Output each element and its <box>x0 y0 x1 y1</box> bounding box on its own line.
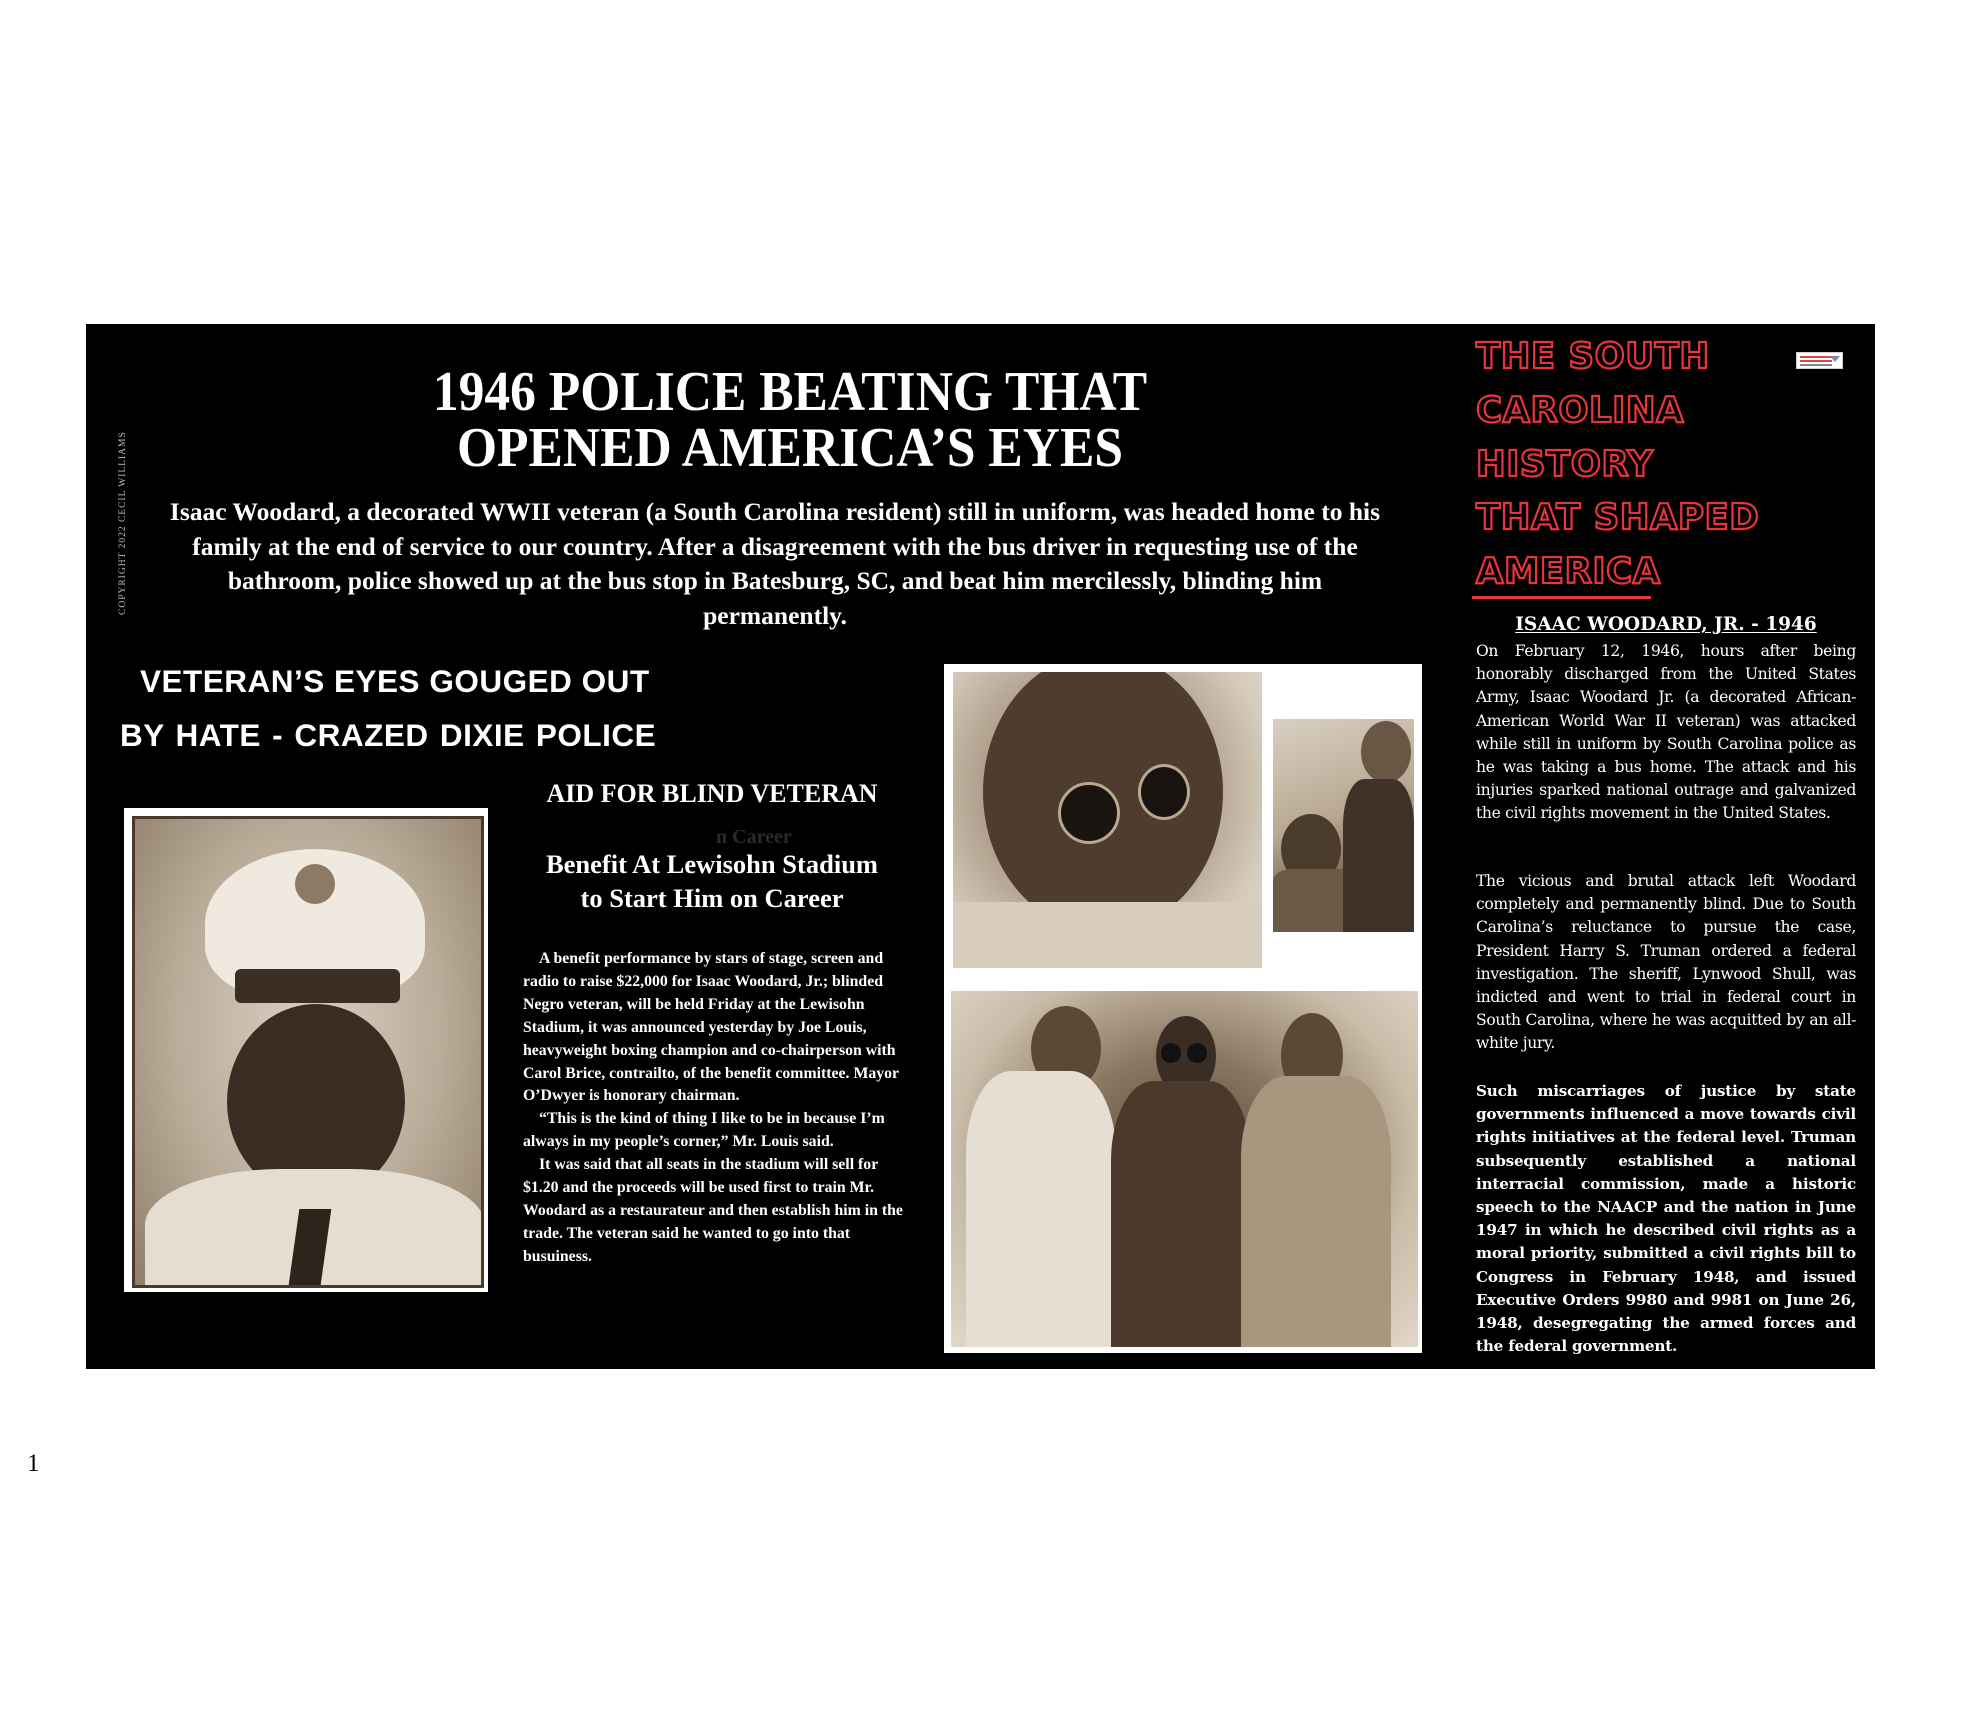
series-title-line: CAROLINA <box>1476 389 1685 431</box>
newspaper-article <box>523 948 903 1269</box>
photo-collage <box>944 664 1422 1353</box>
series-title-line: AMERICA <box>1476 551 1661 593</box>
newspaper-subhead <box>512 847 912 915</box>
collage-photo-closeup <box>953 672 1262 968</box>
collage-photo-seated <box>1273 719 1414 932</box>
series-title-line: THE SOUTH <box>1476 336 1710 377</box>
ghost-text: n Career <box>716 826 792 848</box>
portrait-image <box>132 816 484 1288</box>
newspaper-headline: AID FOR BLIND VETERAN <box>546 779 878 808</box>
series-title-line: THAT SHAPED <box>1476 497 1760 539</box>
series-title <box>1476 330 1759 599</box>
article-paragraph: It was said that all seats in the stadium will sell for $1.20 and the proceeds will be used first to train Mr. Woodard as a restaurateur and then establish him in the trade. The veteran said he wanted to go into that busuiness. <box>523 1156 903 1265</box>
bio-paragraph-3 <box>1476 1080 1856 1358</box>
bio-text: The vicious and brutal attack left Woodard completely and permanently blind. Due to South Carolina’s reluctance to pursue the case, President Harry S. Truman ordered a federal investigation. The sheriff, Lynwood Shull, was indicted and went to trial in federal court in South Carolina, where he was acquitted by an all-white jury. <box>1476 872 1856 1053</box>
bio-title-text: ISAAC WOODARD, JR. - 1946 <box>1515 614 1817 635</box>
collage-photo-three-men <box>951 991 1418 1347</box>
museum-logo-icon <box>1796 352 1843 369</box>
intro-paragraph: Isaac Woodard, a decorated WWII veteran (a South Carolina resident) still in uniform, was headed home to his family at the end of service to our country. After a disagreement with the bus driver in requesting use of the bathroom, police showed up at the bus stop in Batesburg, SC, and beat him mercilessly, blinding him permanently. <box>169 497 1381 630</box>
newspaper-subhead-line-2: to Start Him on Career <box>580 883 844 913</box>
bio-title <box>1476 614 1856 635</box>
page-title-line-1: 1946 POLICE BEATING THAT <box>432 361 1148 423</box>
bio-text: Such miscarriages of justice by state governments influenced a move towards civil rights initiatives at the federal level. Truman subsequently established a national interracial commission, made a historic speech to the NAACP and the nation in June 1947 in which he described civil rights as a moral priority, submitted a civil rights bill to Congress in February 1948, and issued Executive Orders 9980 and 9981 on June 26, 1948, desegregating the armed forces and the federal government. <box>1476 1082 1856 1356</box>
portrait-photo <box>124 808 488 1292</box>
bio-paragraph-2 <box>1476 870 1856 1056</box>
newspaper-subhead-line-1: Benefit At Lewisohn Stadium <box>545 849 879 879</box>
series-title-line: HISTORY <box>1476 443 1654 485</box>
bio-text: On February 12, 1946, hours after being honorably discharged from the United States Army, Isaac Woodard Jr. (a decorated African-American World War II veteran) was attacked while still in uniform by South Carolina police as he was taking a bus home. The attack and his injuries sparked national outrage and galvanized the civil rights movement in the United States. <box>1476 642 1856 823</box>
page-title <box>330 361 1250 479</box>
series-title-underline <box>1472 596 1651 599</box>
headline-line-1: VETERAN’S EYES GOUGED OUT <box>140 663 650 699</box>
article-paragraph: A benefit performance by stars of stage, screen and radio to raise $22,000 for Isaac Woodard, Jr.; blinded Negro veteran, will be held Friday at the Lewisohn Stadium, it was announced yesterday by Joe Louis, heavyweight boxing champion and co-chairperson with Carol Brice, contrailto, of the benefit committee. Mayor O’Dwyer is honorary chairman. <box>523 950 899 1105</box>
page-number: 1 <box>27 1450 40 1477</box>
article-paragraph: “This is the kind of thing I like to be in because I’m always in my people’s corner,” Mr. Louis said. <box>523 1110 885 1151</box>
bio-paragraph-1 <box>1476 640 1856 826</box>
page-title-line-2: OPENED AMERICA’S EYES <box>456 417 1124 479</box>
headline-line-2: BY HATE - CRAZED DIXIE POLICE <box>120 717 657 753</box>
copyright-notice: COPYRIGHT 2022 CECIL WILLIAMS <box>118 431 128 615</box>
